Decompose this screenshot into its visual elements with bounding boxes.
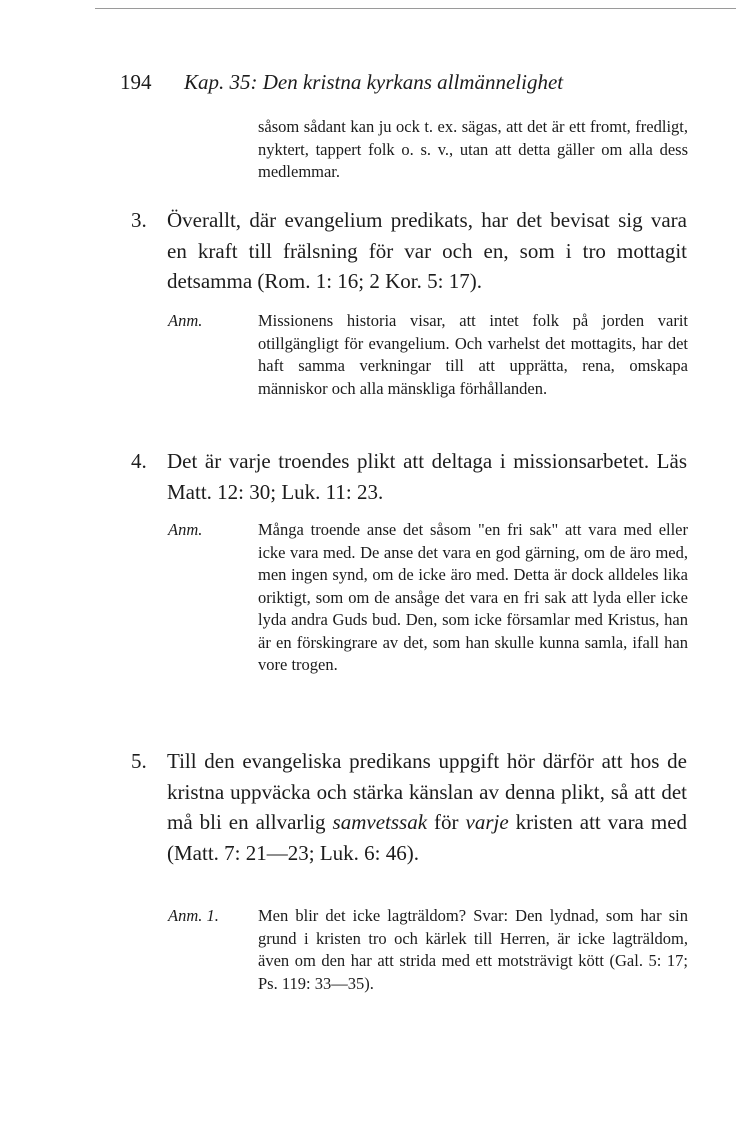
note-text: Men blir det icke lagträldom? Svar: Den lydnad, som har sin grund i kristen tro och kärlek till Herren, är icke lagträldom, även om den har att strida med ett motsträvigt kött (Gal. 5: 17; Ps. 119: 33—35). [258,906,688,993]
item-3 [131,205,687,297]
top-border-rule [95,8,736,9]
item-4-note [168,519,688,677]
item-text-part: för [434,810,459,834]
note-text: Missionens historia visar, att intet folk på jorden varit otillgängligt för evangelium. Och varhelst det mottagits, har det haft samma verkningar till att upprätta, rena, omskapa människor och alla mänskliga förhållanden. [258,311,688,398]
continued-note [168,116,688,184]
note-label: Anm. 1. [168,906,219,925]
item-number: 3. [131,208,147,232]
running-head [120,68,720,96]
item-4 [131,446,687,507]
item-text [167,746,687,868]
note-label: Anm. [168,311,203,330]
emphasis-samvetssak: samvetssak [332,810,428,834]
item-5 [131,746,687,868]
item-3-note [168,310,688,400]
item-text-part: Till den evangeliska predikans uppgift hör därför att hos de kristna uppväcka och stärka känslan av denna plikt, så att det må bli en allvarlig [167,749,687,834]
item-number: 5. [131,749,147,773]
item-number: 4. [131,449,147,473]
page-number: 194 [120,70,152,94]
note-text: Många troende anse det såsom "en fri sak" att vara med eller icke vara med. De anse det vara en god gärning, om de äro med, men ingen synd, om de icke äro med. Detta är dock alldeles lika oriktigt, som om de ansåge det vara en fri sak att lyda eller icke lyda andra Guds bud. Den, som icke församlar med Kristus, han är en förskingrare av det, som han skulle kunna samla, ifall han vore trogen. [258,520,688,674]
item-text: Överallt, där evangelium predikats, har det bevisat sig vara en kraft till frälsning för var och en, som i tro mottagit detsamma (Rom. 1: 16; 2 Kor. 5: 17). [167,208,687,293]
continued-note-text: såsom sådant kan ju ock t. ex. sägas, att det är ett fromt, fredligt, nyktert, tappert folk o. s. v., utan att detta gäller om alla dess medlemmar. [258,117,688,181]
item-text: Det är varje troendes plikt att deltaga i missionsarbetet. Läs Matt. 12: 30; Luk. 11: 23. [167,449,687,504]
chapter-title: Kap. 35: Den kristna kyrkans allmännelighet [184,70,564,94]
item-5-note [168,905,688,995]
note-label: Anm. [168,520,203,539]
item-text-part: kristen att vara med (Matt. 7: 21—23; Luk. 6: 46). [167,810,688,865]
emphasis-varje: varje [465,810,509,834]
